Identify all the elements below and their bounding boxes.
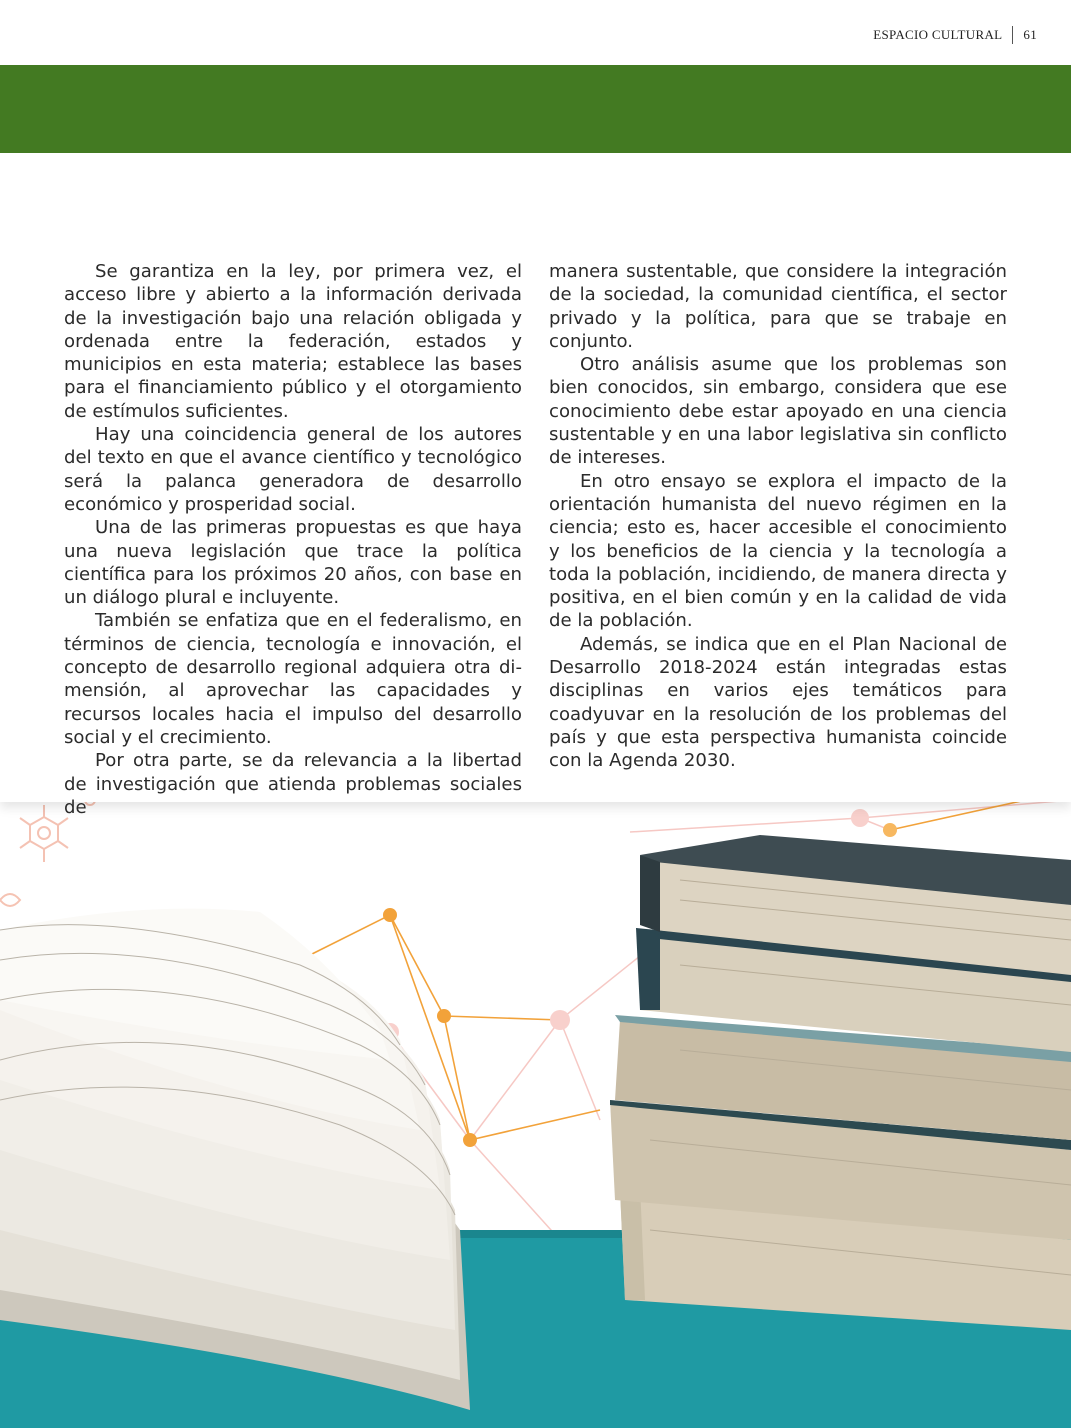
running-header xyxy=(873,26,1037,44)
right-column xyxy=(549,260,1007,773)
paragraph: Hay una coincidencia general de los autores del texto en que el avance científico y tecnológico será la palanca generadora de desarrollo económico y prosperidad social. xyxy=(64,424,522,515)
left-column xyxy=(64,260,522,819)
paragraph: Por otra parte, se da relevancia a la libertad de investigación que atienda problemas sociales de xyxy=(64,750,522,818)
green-banner xyxy=(0,65,1071,153)
section-title: ESPACIO CULTURAL xyxy=(873,27,1003,42)
paragraph: En otro ensayo se explora el impacto de la orientación humanista del nuevo régimen en la ciencia; esto es, hacer accesible el conocimiento y los beneficios de la ciencia y la tecnología a toda la población, incidiendo, de manera directa y positiva, en el bien común y en la calidad de vida de la población. xyxy=(549,470,1007,632)
book-stack xyxy=(610,835,1071,1330)
paragraph: Una de las primeras propuestas es que haya una nueva legislación que trace la política científica para los próximos 20 años, con base en un diálogo plural e incluyente. xyxy=(64,517,522,609)
paragraph: Otro análisis asume que los problemas son bien conocidos, sin embargo, considera que ese conocimiento debe estar apoyado en una ciencia sustentable y en una labor legislativa sin conflicto de intereses. xyxy=(549,354,1007,469)
paragraph: Se garantiza en la ley, por primera vez, el acceso libre y abierto a la información derivada de la investigación bajo una relación obligada y ordenada entre la federación, estados y municipios en esta materia; establece las bases para el financiamiento público y el otorgamiento de estímulos suficientes. xyxy=(64,261,522,422)
paragraph: Además, se indica que en el Plan Nacional de Desarrollo 2018-2024 están integradas estas disciplinas en varios ejes temáticos para coadyuvar en la resolución de los problemas del país y que esta perspectiva humanista coincide con la Agenda 2030. xyxy=(549,633,1007,772)
header-divider xyxy=(1012,26,1013,44)
paragraph: También se enfatiza que en el federalismo, en términos de ciencia, tecnología e innovación, el concepto de desarrollo regional adquiera otra dimensión, al aprovechar las capacidades y recursos locales hacia el impulso del desarrollo social y el crecimiento. xyxy=(64,610,522,748)
paragraph-continuation: manera sustentable, que considere la integración de la sociedad, la comunidad científica, el sector privado y la política, para que se trabaje en conjunto. xyxy=(549,261,1007,352)
page-number: 61 xyxy=(1023,27,1037,42)
